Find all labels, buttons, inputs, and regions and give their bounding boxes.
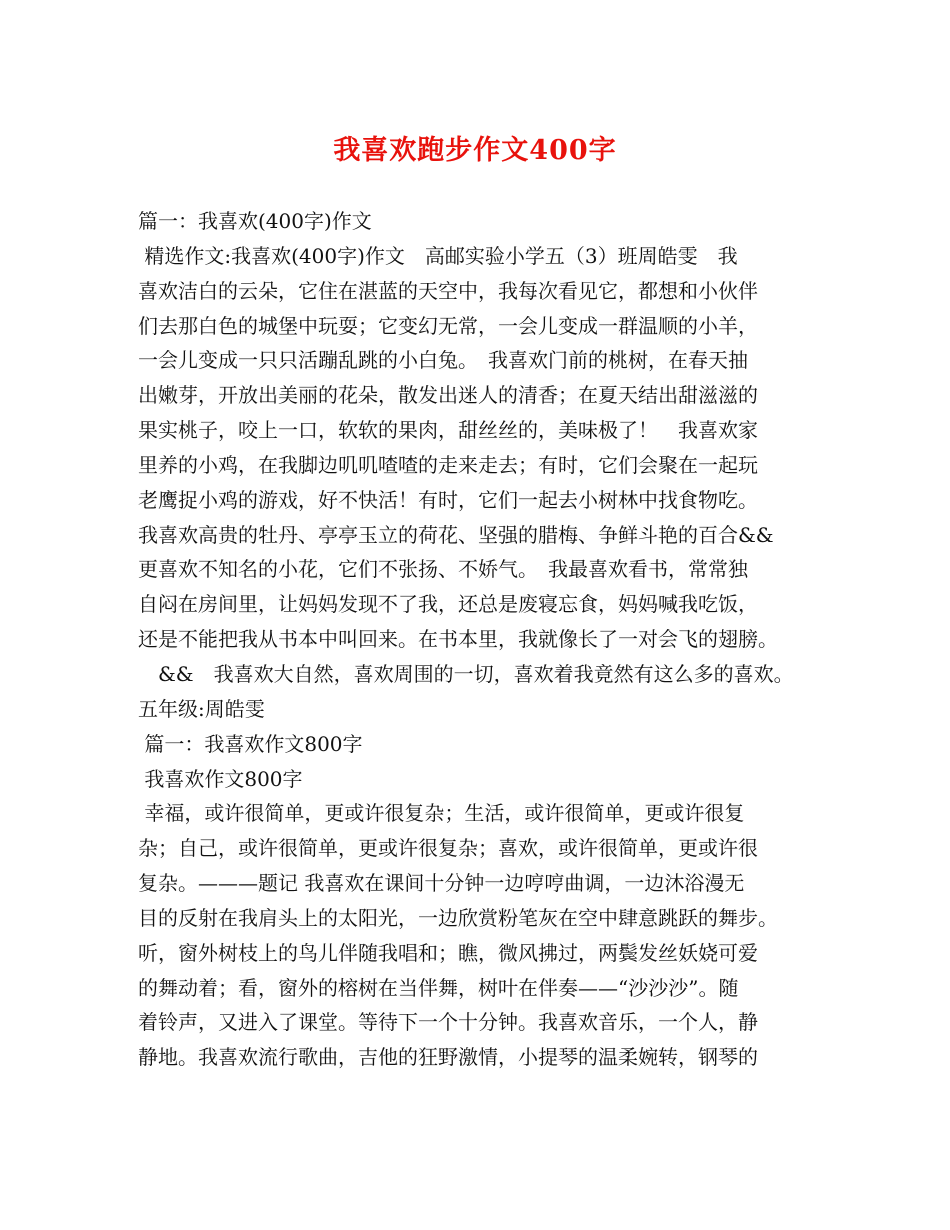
- text-line: 听，窗外树枝上的鸟儿伴随我唱和；瞧，微风拂过，两鬓发丝妖娆可爱: [138, 940, 758, 965]
- text-line: 的舞动着；看，窗外的榕树在当伴舞，树叶在伴奏——“沙沙沙”。随: [138, 975, 739, 1000]
- text-line: 篇一：我喜欢(400字)作文: [138, 209, 372, 233]
- text-line: 还是不能把我从书本中叫回来。在书本里，我就像长了一对会飞的翅膀。: [138, 627, 778, 652]
- text-line: 幸福，或许很简单，更或许很复杂；生活，或许很简单，更或许很复: [138, 801, 745, 826]
- text-line: 我喜欢作文800字: [138, 766, 303, 791]
- text-line: && 我喜欢大自然，喜欢周围的一切，喜欢着我竟然有这么多的喜欢。: [138, 661, 794, 686]
- text-line: 喜欢洁白的云朵，它住在湛蓝的天空中，我每次看见它，都想和小伙伴: [138, 278, 758, 303]
- text-line: 精选作文:我喜欢(400字)作文 高邮实验小学五（3）班周皓雯 我: [138, 243, 738, 268]
- text-line: 出嫩芽，开放出美丽的花朵，散发出迷人的清香；在夏天结出甜滋滋的: [138, 383, 758, 408]
- text-line: 篇一：我喜欢作文800字: [138, 731, 363, 756]
- text-line: 目的反射在我肩头上的太阳光，一边欣赏粉笔灰在空中肆意跳跃的舞步。: [138, 905, 778, 930]
- document-title: 我喜欢跑步作文400字: [333, 135, 617, 166]
- document-body: [138, 204, 838, 1075]
- text-line: 更喜欢不知名的小花，它们不张扬、不娇气。 我最喜欢看书，常常独: [138, 557, 748, 582]
- text-line: 里养的小鸡，在我脚边叽叽喳喳的走来走去；有时，它们会聚在一起玩: [138, 452, 758, 477]
- text-line: 老鹰捉小鸡的游戏，好不快活！有时，它们一起去小树林中找食物吃。: [138, 487, 758, 512]
- text-line: 我喜欢高贵的牡丹、亭亭玉立的荷花、坚强的腊梅、争鲜斗艳的百合&&: [138, 522, 774, 547]
- text-line: 一会儿变成一只只活蹦乱跳的小白兔。 我喜欢门前的桃树，在春天抽: [138, 348, 748, 373]
- text-line: 复杂。———题记 我喜欢在课间十分钟一边哼哼曲调，一边沐浴漫无: [138, 871, 745, 896]
- text-line: 着铃声，又进入了课堂。等待下一个十分钟。我喜欢音乐，一个人，静: [138, 1010, 758, 1035]
- text-line: 果实桃子，咬上一口，软软的果肉，甜丝丝的，美味极了！ 我喜欢家: [138, 418, 758, 443]
- text-line: 五年级:周皓雯: [138, 696, 265, 721]
- text-line: 静地。我喜欢流行歌曲，吉他的狂野激情，小提琴的温柔婉转，钢琴的: [138, 1045, 758, 1070]
- text-line: 自闷在房间里，让妈妈发现不了我，还总是废寝忘食，妈妈喊我吃饭，: [138, 592, 758, 617]
- text-line: 们去那白色的城堡中玩耍；它变幻无常，一会儿变成一群温顺的小羊，: [138, 313, 758, 338]
- text-line: 杂；自己，或许很简单，更或许很复杂；喜欢，或许很简单，更或许很: [138, 836, 758, 861]
